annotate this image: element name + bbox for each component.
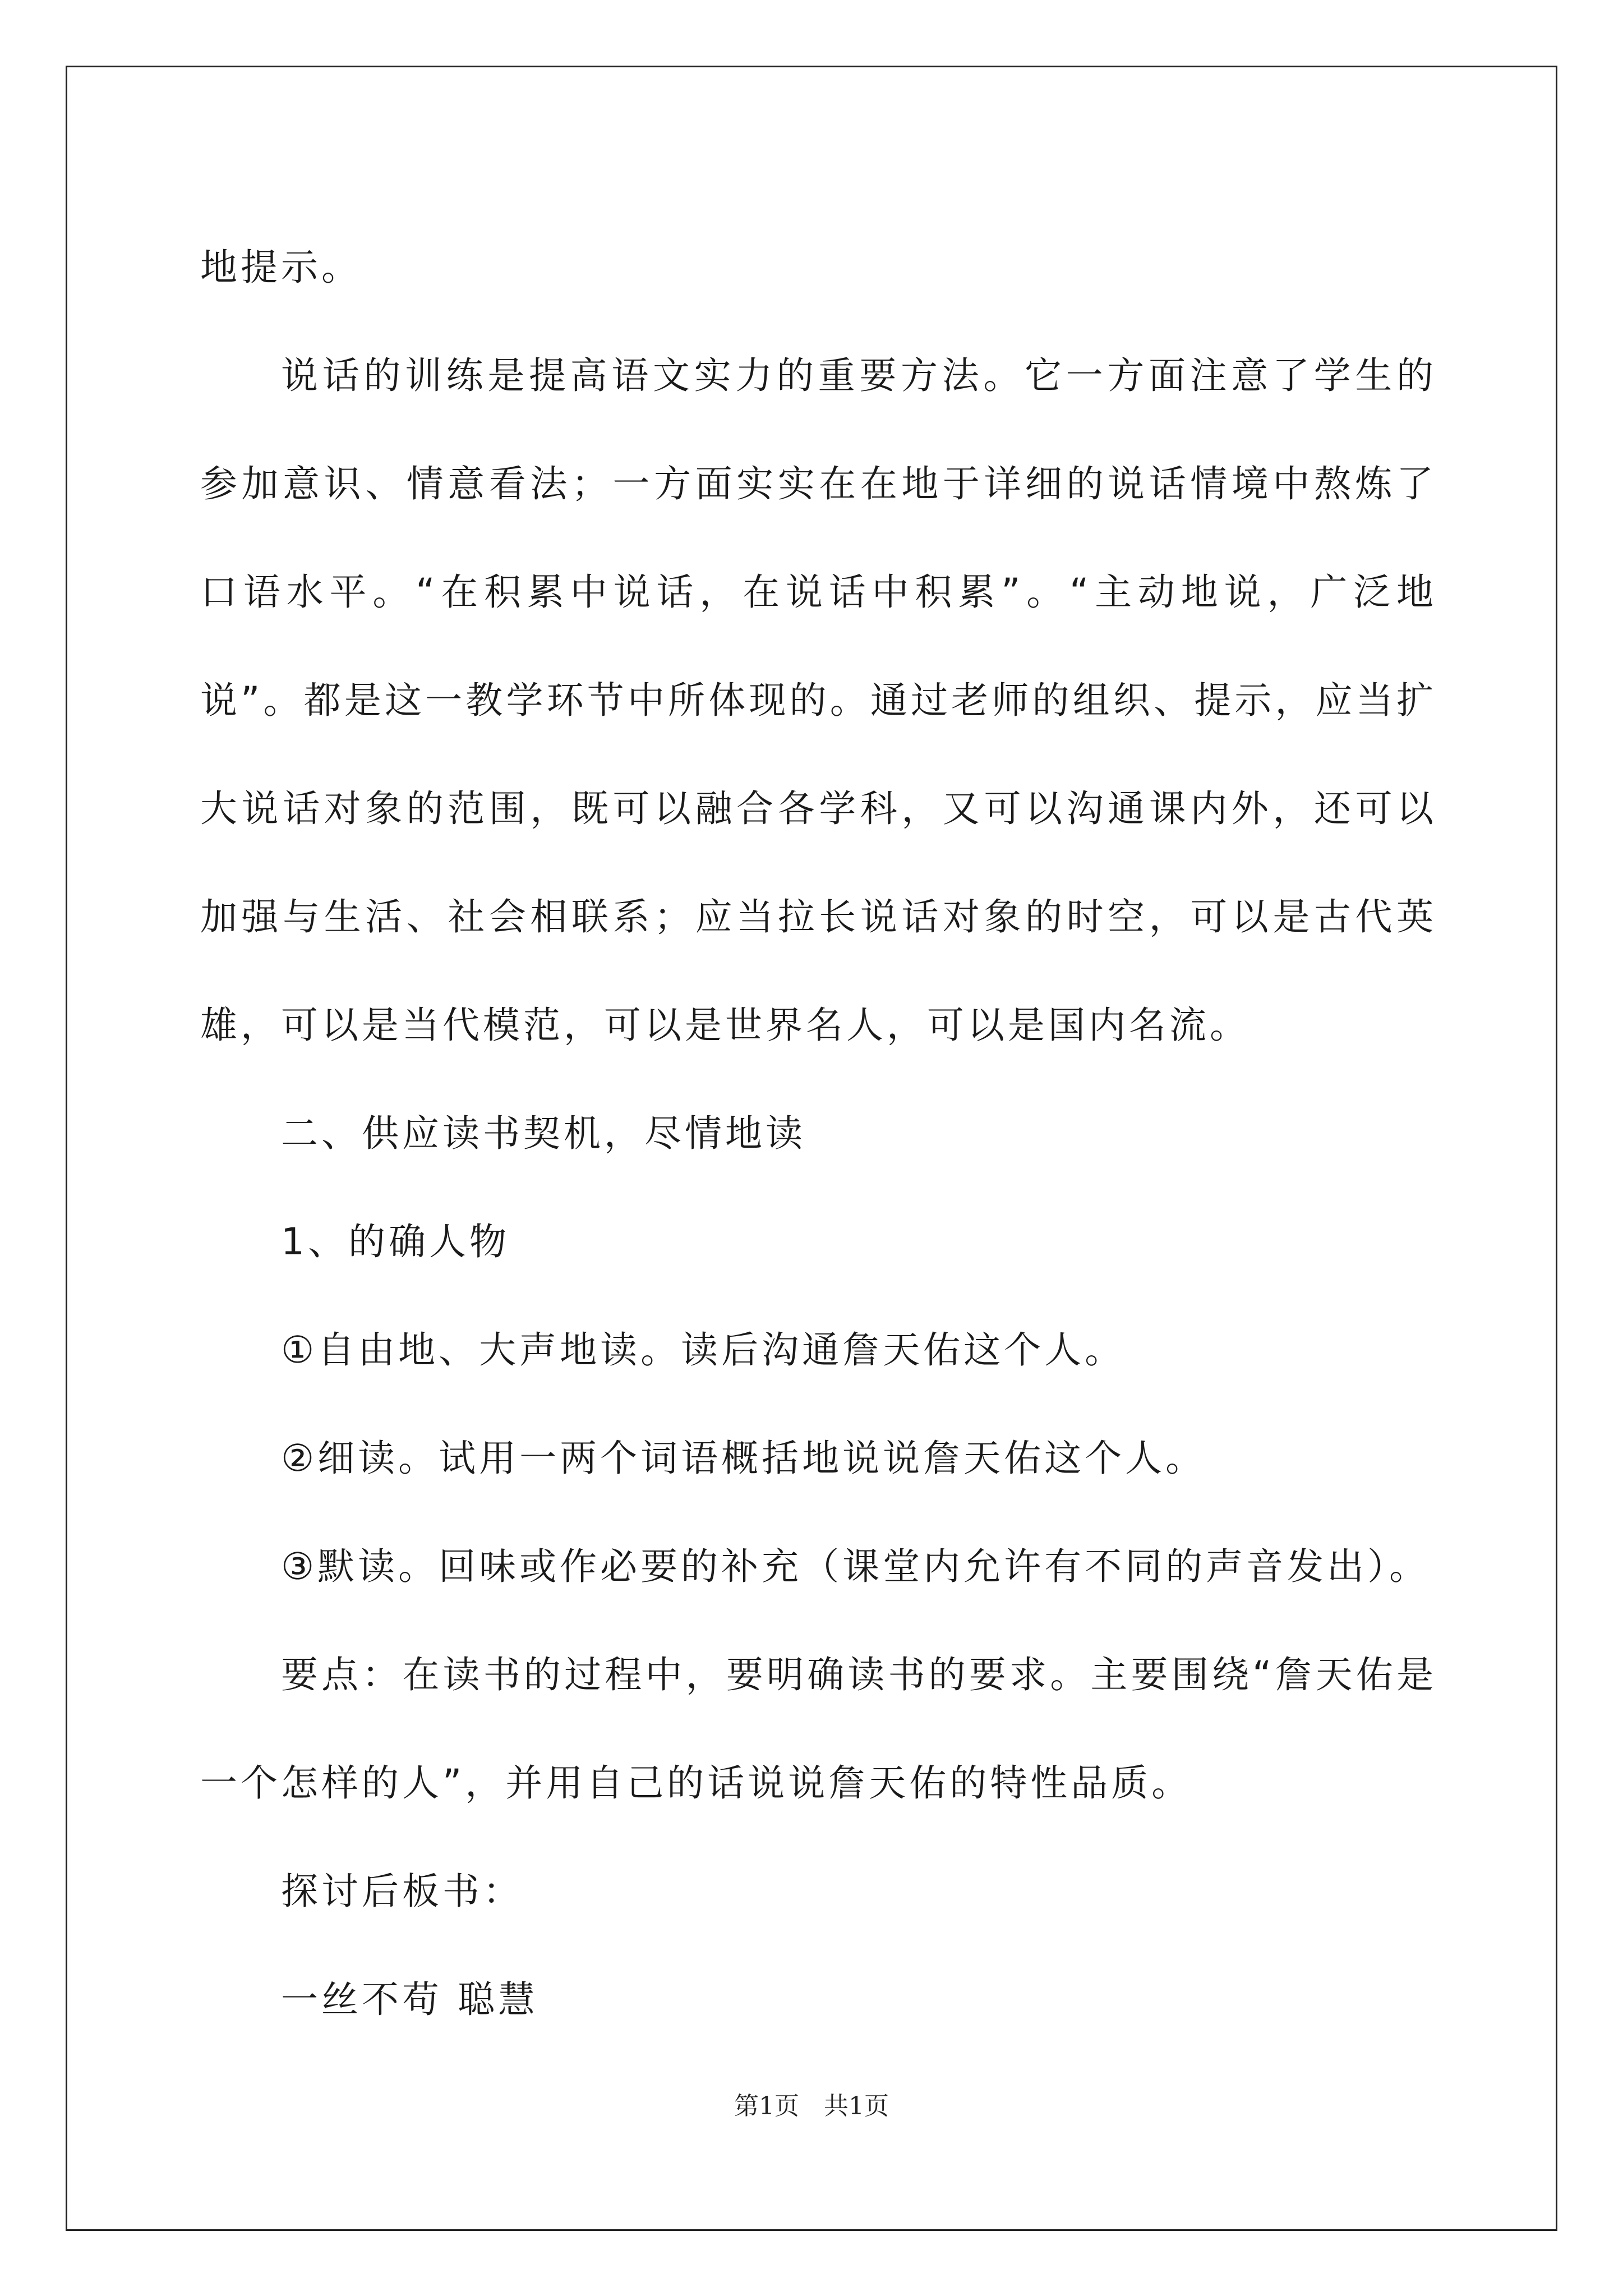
section-heading-reading: 二、供应读书契机，尽情地读 xyxy=(281,1112,806,1155)
document-body xyxy=(200,213,1437,2054)
paragraph-board-notes-label: 探讨后板书： xyxy=(281,1870,523,1913)
page-footer xyxy=(0,2086,1623,2122)
paragraph-speaking-training: 说话的训练是提高语文实力的重要方法。它一方面注意了学生的参加意识、情意看法；一方面实实在在地于详细的说话情境中熬炼了口语水平。“在积累中说话，在说话中积累”。“主动地说，广泛地说”。都是这一教学环节中所体现的。通过老师的组织、提示，应当扩大说话对象的范围，既可以融合各学科，又可以沟通课内外，还可以加强与生活、社会相联系；应当拉长说话对象的时空，可以是古代英雄，可以是当代模范，可以是世界名人，可以是国内名流。 xyxy=(200,354,1437,1047)
paragraph-continuation: 地提示。 xyxy=(200,246,362,289)
paragraph-key-points: 要点：在读书的过程中，要明确读书的要求。主要围绕“詹天佑是一个怎样的人”，并用自己的话说说詹天佑的特性品质。 xyxy=(200,1653,1437,1805)
list-item-1: ①自由地、大声地读。读后沟通詹天佑这个人。 xyxy=(281,1328,1126,1372)
subsection-heading-character: 1、的确人物 xyxy=(281,1220,510,1263)
list-item-2: ②细读。试用一两个词语概括地说说詹天佑这个人。 xyxy=(281,1437,1206,1480)
paragraph-board-notes: 一丝不苟 聪慧 xyxy=(281,1978,538,2021)
page-number-label: 第1页 共1页 xyxy=(734,2092,889,2120)
list-item-3: ③默读。回味或作必要的补充（课堂内允许有不同的声音发出）。 xyxy=(281,1545,1430,1588)
